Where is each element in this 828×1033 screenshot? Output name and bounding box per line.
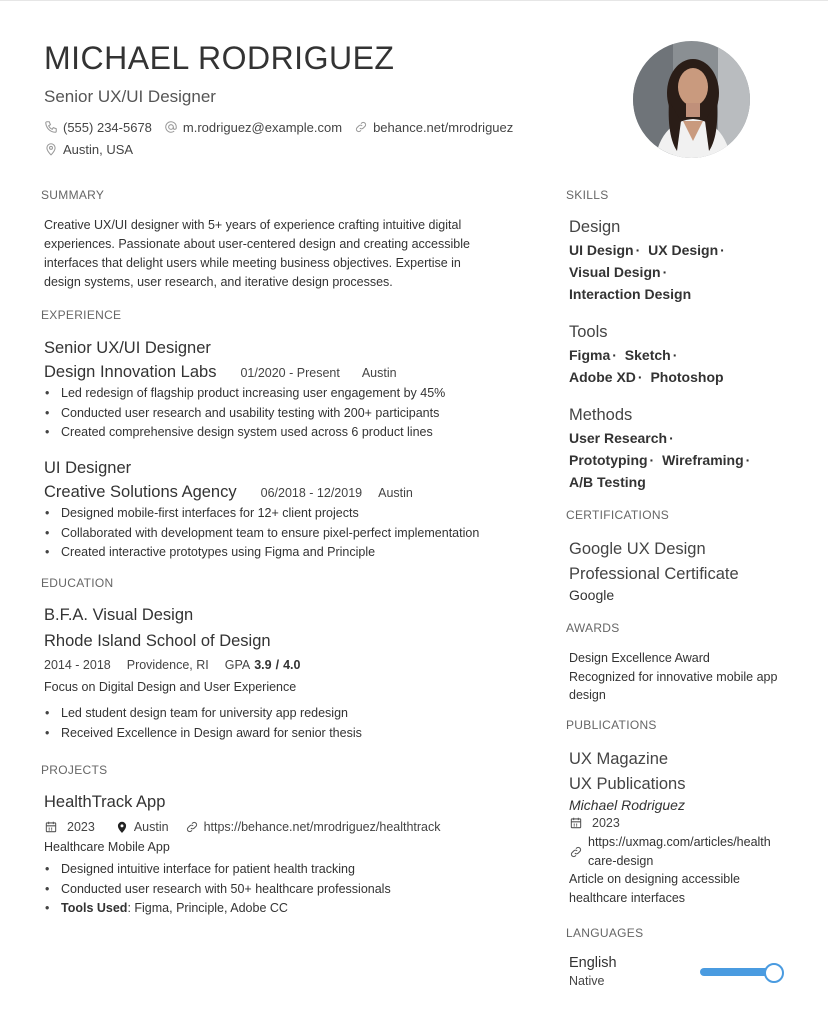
publication-year: 2023 bbox=[592, 816, 620, 830]
list-item: • Designed mobile-first interfaces for 12+ client projects bbox=[44, 504, 524, 524]
publication-year-row bbox=[569, 816, 799, 830]
job-role: UI Designer bbox=[44, 459, 132, 477]
skill-category: Design bbox=[569, 218, 621, 236]
gpa-max: 4.0 bbox=[283, 658, 301, 672]
language-proficiency-knob bbox=[764, 963, 784, 983]
experience-item bbox=[44, 339, 524, 443]
skill-category: Tools bbox=[569, 323, 608, 341]
project-item bbox=[44, 793, 524, 919]
location-pin-icon bbox=[115, 820, 129, 834]
email-contact[interactable] bbox=[164, 120, 342, 135]
education-bullets bbox=[44, 704, 524, 743]
candidate-name: MICHAEL RODRIGUEZ bbox=[44, 40, 395, 76]
skill-tag: A/B Testing bbox=[569, 474, 646, 490]
job-company: Creative Solutions Agency bbox=[44, 483, 237, 501]
phone-text: (555) 234-5678 bbox=[63, 119, 152, 135]
skills-group-methods: Methods User Research · Prototyping · Wireframing · A/B Testing bbox=[569, 406, 799, 493]
skill-tag: UI Design bbox=[569, 242, 634, 258]
skill-tag: Interaction Design bbox=[569, 286, 692, 302]
section-certifications-heading: CERTIFICATIONS bbox=[566, 508, 670, 522]
list-item: • Designed intuitive interface for patient health tracking bbox=[44, 860, 524, 880]
publication-author: Michael Rodriguez bbox=[569, 797, 685, 813]
profile-photo bbox=[633, 41, 750, 158]
tools-list: : Figma, Principle, Adobe CC bbox=[127, 901, 288, 915]
list-item: • Led student design team for university app redesign bbox=[44, 704, 524, 724]
job-dates: 06/2018 - 12/2019 bbox=[260, 486, 363, 500]
skill-tag: UX Design bbox=[648, 242, 719, 258]
publication-url-cont: care-design bbox=[588, 853, 654, 868]
list-item: • Led redesign of flagship product increasing user engagement by 45% bbox=[44, 384, 524, 404]
list-item: • Created interactive prototypes using Figma and Principle bbox=[44, 543, 524, 563]
school: Rhode Island School of Design bbox=[44, 632, 271, 650]
gpa-label: GPA bbox=[224, 658, 251, 672]
skill-tag: User Research bbox=[569, 430, 668, 446]
award-description-cont: design bbox=[569, 688, 606, 702]
job-dates: 01/2020 - Present bbox=[240, 366, 340, 380]
education-meta bbox=[44, 658, 524, 672]
calendar-icon bbox=[569, 816, 583, 830]
job-company: Design Innovation Labs bbox=[44, 363, 217, 381]
job-bullets bbox=[44, 384, 524, 443]
education-focus: Focus on Digital Design and User Experience bbox=[44, 680, 297, 694]
experience-item bbox=[44, 459, 524, 563]
skills-group-design: Design UI Design · UX Design · Visual Design · Interaction Design bbox=[569, 218, 799, 305]
job-location: Austin bbox=[378, 486, 413, 500]
education-location: Providence, RI bbox=[126, 658, 209, 672]
award-description: Recognized for innovative mobile app bbox=[569, 669, 778, 684]
certification-name: Google UX Design bbox=[569, 540, 706, 558]
publication-url: https://uxmag.com/articles/health bbox=[588, 835, 771, 849]
gpa-value: 3.9 bbox=[254, 658, 272, 672]
publication-description-cont: healthcare interfaces bbox=[569, 890, 686, 905]
link-icon bbox=[354, 120, 368, 134]
skill-category: Methods bbox=[569, 406, 633, 424]
skill-tag: Photoshop bbox=[650, 369, 724, 385]
publication-publisher: UX Publications bbox=[569, 774, 686, 793]
phone-icon bbox=[44, 120, 58, 134]
project-name: HealthTrack App bbox=[44, 793, 166, 811]
project-bullets bbox=[44, 860, 524, 919]
section-experience-heading: EXPERIENCE bbox=[41, 308, 122, 322]
section-publications-heading: PUBLICATIONS bbox=[566, 718, 657, 732]
section-languages-heading: LANGUAGES bbox=[566, 926, 644, 940]
project-meta bbox=[44, 820, 524, 834]
contact-info bbox=[44, 117, 525, 161]
project-link[interactable]: https://behance.net/mrodriguez/healthtrack bbox=[203, 820, 441, 834]
link-icon bbox=[185, 820, 199, 834]
section-awards-heading: AWARDS bbox=[566, 621, 620, 635]
language-level: Native bbox=[569, 974, 605, 988]
project-location: Austin bbox=[133, 820, 169, 834]
email-text: m.rodriguez@example.com bbox=[182, 119, 343, 135]
publication-item bbox=[569, 747, 799, 907]
section-education-heading: EDUCATION bbox=[41, 576, 114, 590]
certification-name-cont: Professional Certificate bbox=[569, 564, 739, 583]
location-contact bbox=[44, 142, 133, 157]
job-company-line bbox=[44, 483, 524, 502]
location-pin-icon bbox=[44, 142, 58, 156]
website-text: behance.net/mrodriguez bbox=[373, 119, 514, 135]
list-item bbox=[44, 899, 524, 919]
summary-text: Creative UX/UI designer with 5+ years of experience crafting intuitive digital experiences. Passionate about user-centered design and creating accessible interfaces that delight users while meeting business objectives. Expertise in design systems, user research, and iterative design processes. bbox=[44, 218, 470, 289]
list-item: • Received Excellence in Design award for senior thesis bbox=[44, 724, 524, 744]
education-item bbox=[44, 606, 524, 743]
award-name: Design Excellence Award bbox=[569, 651, 710, 665]
project-year: 2023 bbox=[67, 820, 95, 834]
tools-label: Tools Used bbox=[61, 901, 128, 915]
skill-tag: Wireframing bbox=[662, 452, 744, 468]
skill-tag: Adobe XD bbox=[569, 369, 636, 385]
at-icon bbox=[164, 120, 178, 134]
website-contact[interactable] bbox=[354, 120, 513, 135]
skills-group-tools: Tools Figma · Sketch · Adobe XD · Photoshop bbox=[569, 323, 799, 388]
list-item: • Created comprehensive design system used across 6 product lines bbox=[44, 423, 524, 443]
job-role: Senior UX/UI Designer bbox=[44, 339, 211, 357]
degree: B.F.A. Visual Design bbox=[44, 606, 194, 624]
candidate-title: Senior UX/UI Designer bbox=[44, 87, 216, 106]
language-name: English bbox=[569, 955, 617, 971]
list-item: • Conducted user research with 50+ healthcare professionals bbox=[44, 880, 524, 900]
certification-issuer: Google bbox=[569, 587, 615, 603]
skill-tag: Visual Design bbox=[569, 264, 661, 280]
publication-description: Article on designing accessible bbox=[569, 872, 740, 886]
gpa-separator: / bbox=[275, 658, 280, 672]
top-divider bbox=[0, 0, 828, 1]
job-bullets bbox=[44, 504, 524, 563]
section-skills-heading: SKILLS bbox=[566, 188, 609, 202]
skill-tag: Figma bbox=[569, 347, 611, 363]
job-location: Austin bbox=[361, 366, 397, 380]
award-item bbox=[569, 649, 799, 705]
link-icon bbox=[569, 845, 583, 859]
project-subtitle: Healthcare Mobile App bbox=[44, 840, 170, 854]
skill-tag: Sketch bbox=[624, 347, 671, 363]
publication-title: UX Magazine bbox=[569, 750, 669, 768]
education-dates: 2014 - 2018 bbox=[44, 658, 111, 672]
section-summary-heading: SUMMARY bbox=[41, 188, 105, 202]
certification-item bbox=[569, 537, 799, 603]
phone-contact[interactable] bbox=[44, 120, 152, 135]
list-item: • Conducted user research and usability testing with 200+ participants bbox=[44, 404, 524, 424]
publication-link[interactable] bbox=[569, 833, 799, 870]
location-text: Austin, USA bbox=[63, 141, 134, 157]
skill-tag: Prototyping bbox=[569, 452, 648, 468]
list-item: • Collaborated with development team to ensure pixel-perfect implementation bbox=[44, 524, 524, 544]
job-company-line bbox=[44, 363, 524, 382]
calendar-icon bbox=[44, 820, 58, 834]
section-projects-heading: PROJECTS bbox=[41, 763, 108, 777]
